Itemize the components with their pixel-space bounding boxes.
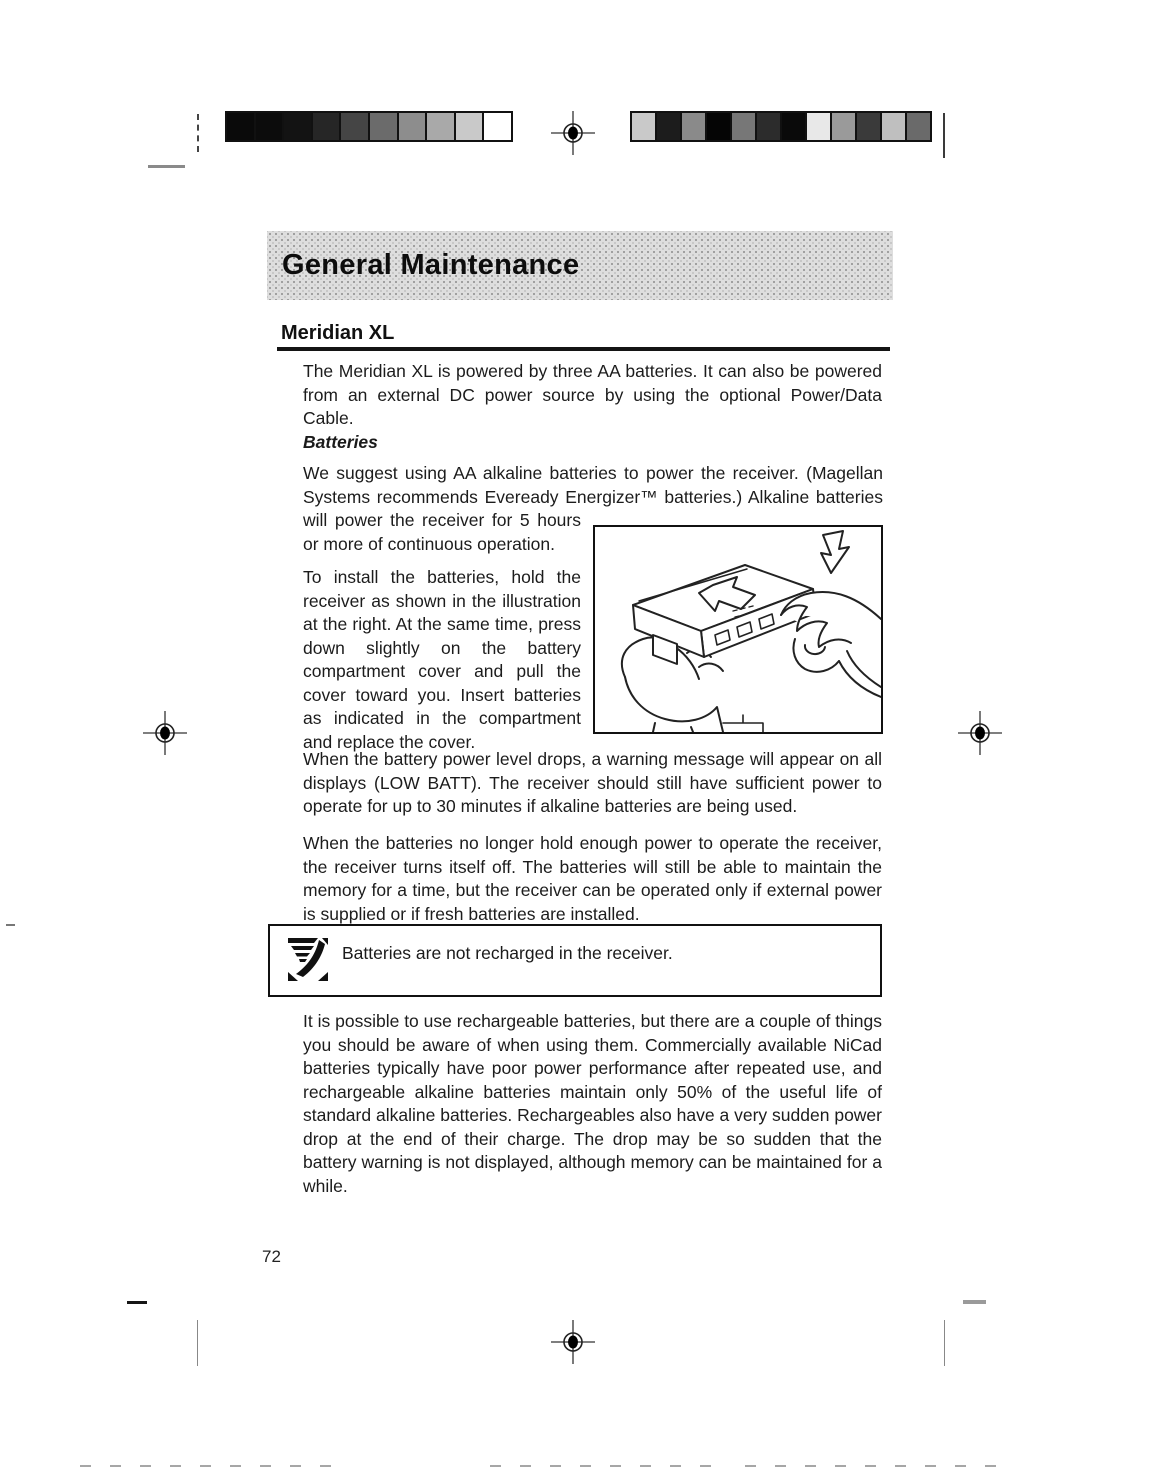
paragraph-text: We suggest using AA alkaline batteries to power the receiver. (Magellan Systems recommends Eveready Energizer™ batteries.) Alkaline batteries (303, 463, 883, 507)
scan-artifact-dashes (80, 1465, 345, 1467)
calibration-swatch (399, 113, 426, 140)
calibration-swatch (484, 113, 511, 140)
note-text: Batteries are not recharged in the receiver. (342, 943, 673, 963)
page-number: 72 (262, 1247, 281, 1266)
calibration-swatch (682, 113, 705, 140)
crop-mark (963, 1300, 986, 1304)
calibration-swatch (632, 113, 655, 140)
calibration-swatch (907, 113, 930, 140)
calibration-swatch (882, 113, 905, 140)
calibration-swatch (256, 113, 283, 140)
crosshair-registration-icon (551, 111, 595, 155)
calibration-swatch (832, 113, 855, 140)
calibration-swatch (657, 113, 680, 140)
crop-mark (197, 1320, 198, 1366)
calibration-swatch (341, 113, 368, 140)
section-banner (267, 231, 893, 300)
paragraph-battery-install (303, 462, 883, 754)
crop-mark (127, 1301, 147, 1304)
crosshair-registration-icon (143, 711, 187, 755)
crop-mark (943, 113, 945, 158)
calibration-swatch (456, 113, 483, 140)
heading-rule (277, 347, 890, 351)
note-scribble-icon (286, 936, 330, 982)
calibration-swatch (782, 113, 805, 140)
paragraph-intro: The Meridian XL is powered by three AA batteries. It can also be powered from an external DC power source by using the optional Power/Data Cable. (303, 361, 882, 428)
paragraph-low-batt: When the battery power level drops, a warning message will appear on all displays (LOW BATT). The receiver should still have sufficient power to operate for up to 30 minutes if alkaline batteries are being used. (303, 749, 882, 816)
crop-mark (944, 1320, 945, 1366)
section-banner-title: General Maintenance (282, 249, 580, 281)
calibration-patch-bar (630, 111, 932, 142)
calibration-swatch (707, 113, 730, 140)
paragraph-text: will power the receiver for 5 hours or more of continuous operation. (303, 510, 581, 554)
calibration-swatch (732, 113, 755, 140)
scan-artifact-dashes (745, 1465, 1000, 1467)
battery-install-illustration (593, 525, 883, 734)
crosshair-registration-icon (551, 1320, 595, 1364)
paragraph-rechargeables: It is possible to use rechargeable batteries, but there are a couple of things you should be aware of when using them. Commercially available NiCad batteries typically have poor power performance after repeated use, and rechargeable alkaline batteries maintain only 50% of the useful life of standard alkaline batteries. Rechargeables also have a very sudden power drop at the end of their charge. The drop may be so sudden that the battery warning is not displayed, although memory can be maintained for a while. (303, 1011, 882, 1196)
scan-artifact-dashes (490, 1465, 730, 1467)
crosshair-registration-icon (958, 711, 1002, 755)
calibration-gradient-bar (225, 111, 513, 142)
calibration-swatch (284, 113, 311, 140)
crop-mark (197, 114, 199, 152)
calibration-swatch (313, 113, 340, 140)
crop-mark (6, 924, 15, 926)
calibration-swatch (227, 113, 254, 140)
calibration-swatch (857, 113, 880, 140)
page-title: Meridian XL (281, 322, 395, 344)
crop-mark (148, 165, 185, 168)
note-box (268, 924, 882, 997)
batteries-subheading: Batteries (303, 432, 378, 452)
paragraph-text: To install the batteries, hold the receiver as shown in the illustration at the right. At the same time, press down slightly on the battery compartment cover and pull the cover toward you. Insert batteries as indicated in the compartment and replace the cover. (303, 567, 581, 752)
calibration-swatch (427, 113, 454, 140)
paragraph-power-off: When the batteries no longer hold enough power to operate the receiver, the receiver turns itself off. The batteries will still be able to maintain the memory for a time, but the receiver can be operated only if external power is supplied or if fresh batteries are installed. (303, 833, 882, 924)
calibration-swatch (807, 113, 830, 140)
battery-install-drawing (595, 527, 881, 732)
calibration-swatch (370, 113, 397, 140)
calibration-swatch (757, 113, 780, 140)
